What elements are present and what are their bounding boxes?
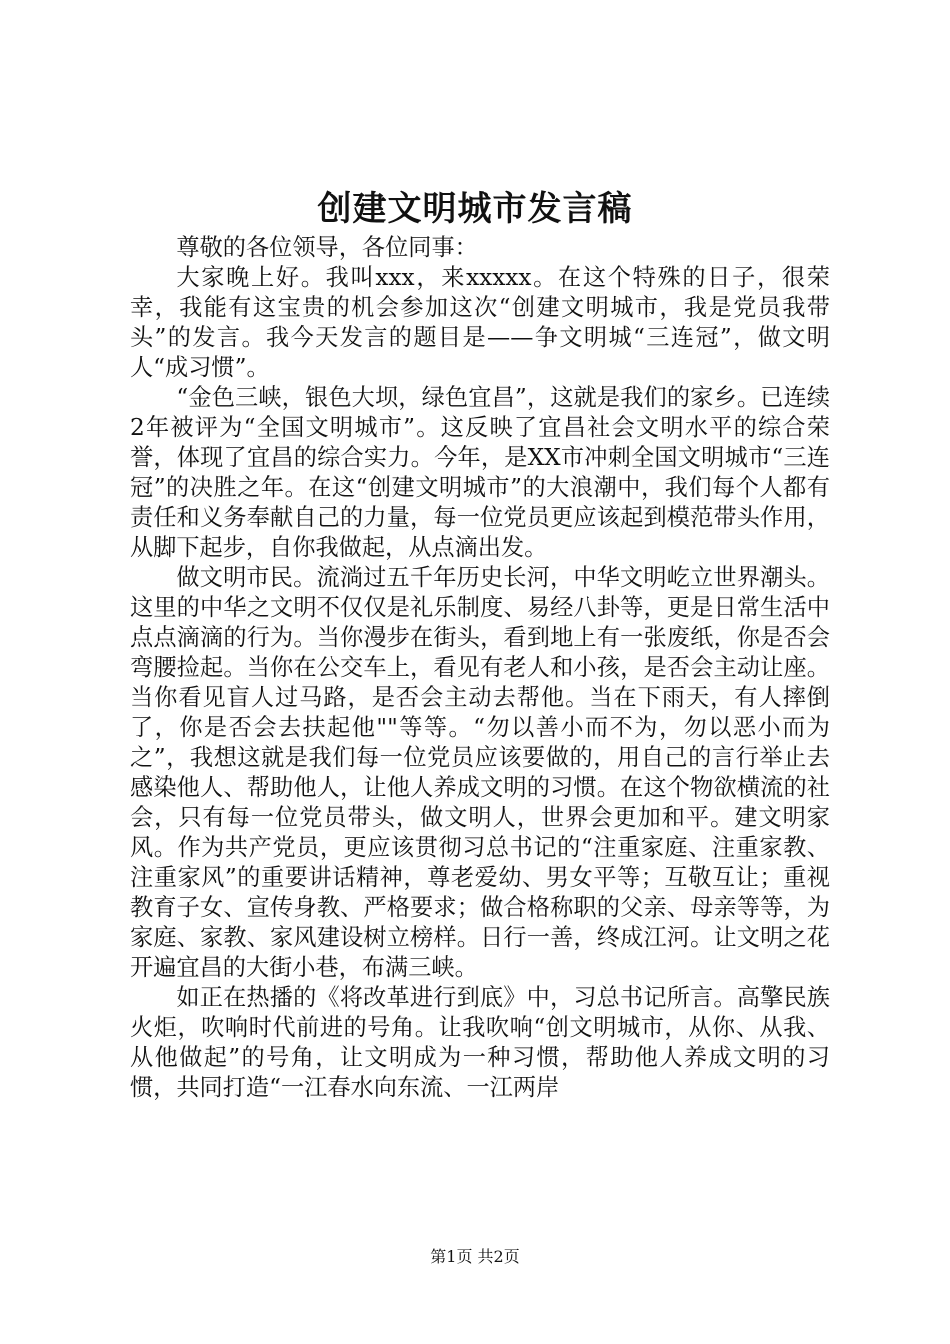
paragraph-salutation: 尊敬的各位领导，各位同事：	[176, 234, 478, 261]
document-title: 创建文明城市发言稿	[317, 189, 633, 229]
paragraph-civilized-citizen: 做文明市民。流淌过五千年历史长河，中华文明屹立世界潮头。这里的中华之文明不仅仅是礼乐制度、易经八卦等，更是日常生活中点点滴滴的行为。当你漫步在街头，看到地上有一张废纸，你是否会弯腰捡起。当你在公交车上，看见有老人和小孩，是否会主动让座。当你看见盲人过马路，是否会主动去帮他。当在下雨天，有人摔倒了，你是否会去扶起他""等等。“勿以善小而不为，勿以恶小而为之”，我想这就是我们每一位党员应该要做的，用自己的言行举止去感染他人、帮助他人，让他人养成文明的习惯。在这个物欲横流的社会，只有每一位党员带头，做文明人，世界会更加和平。建文明家风。作为共产党员，更应该贯彻习总书记的“注重家庭、注重家教、注重家风”的重要讲话精神，尊老爱幼、男女平等；互敬互让；重视教育子女、宣传身教、严格要求；做合格称职的父亲、母亲等等，为家庭、家教、家风建设树立榜样。日行一善，终成江河。让文明之花开遍宜昌的大街小巷，布满三峡。	[130, 564, 830, 981]
page-footer: 第1页 共2页	[430, 1247, 520, 1266]
paragraph-hometown: “金色三峡，银色大坝，绿色宜昌”，这就是我们的家乡。已连续2年被评为“全国文明城市”。这反映了宜昌社会文明水平的综合荣誉，体现了宜昌的综合实力。今年，是XX市冲刺全国文明城市“三连冠”的决胜之年。在这“创建文明城市”的大浪潮中，我们每个人都有责任和义务奉献自己的力量，每一位党员更应该起到模范带头作用，从脚下起步，自你我做起，从点滴出发。	[130, 384, 830, 561]
paragraph-intro: 大家晚上好。我叫xxx，来xxxxx。在这个特殊的日子，很荣幸，我能有这宝贵的机会参加这次“创建文明城市，我是党员我带头”的发言。我今天发言的题目是——争文明城“三连冠”，做文明人“成习惯”。	[130, 264, 830, 381]
document-body	[130, 233, 830, 1103]
paragraph-closing: 如正在热播的《将改革进行到底》中，习总书记所言。高擎民族火炬，吹响时代前进的号角。让我吹响“创文明城市，从你、从我、从他做起”的号角，让文明成为一种习惯，帮助他人养成文明的习惯，共同打造“一江春水向东流、一江两岸	[130, 984, 830, 1101]
